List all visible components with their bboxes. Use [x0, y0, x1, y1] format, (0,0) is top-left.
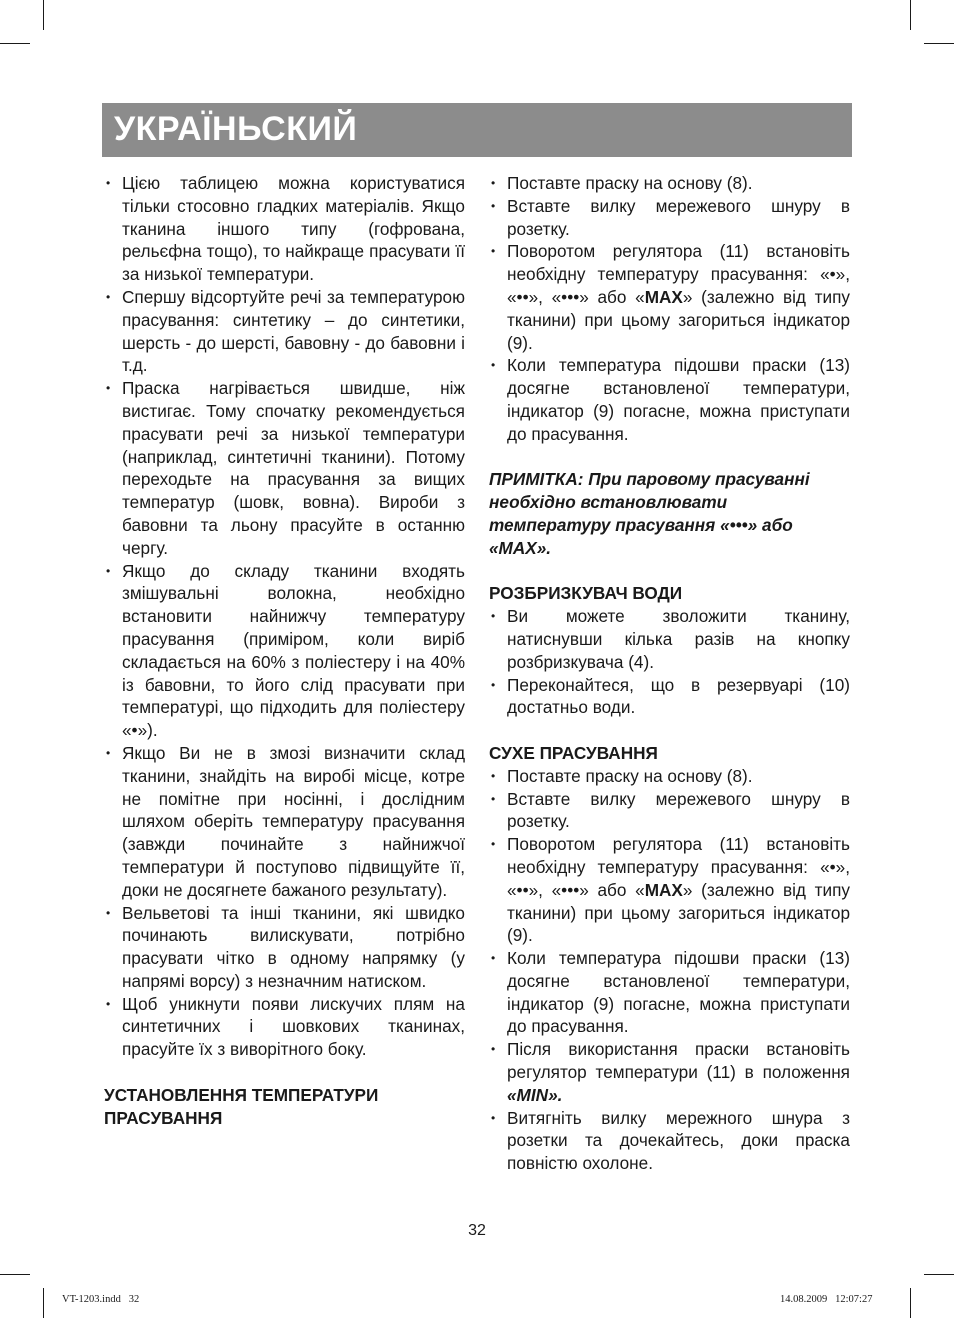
- dry-ironing-list: [489, 765, 850, 1175]
- heading-line-1: УСТАНОВЛЕННЯ ТЕМПЕРАТУРИ: [104, 1084, 379, 1105]
- list-item: • Вельветові та інші тканини, які швидко починають вилискувати, потрібно прасувати чітко в одному напрямку (у напрямі ворсу) з незначним натиском.: [104, 902, 465, 993]
- crop-mark-bottom-left-v: [43, 1288, 44, 1318]
- language-title: УКРАЇНЬСКИЙ: [114, 110, 358, 148]
- list-item: • Поворотом регулятора (11) встановіть необхідну температуру прасування: «•», «••», «•••» або «MAX» (залежно від типу тканини) при цьому загориться індикатор (9).: [489, 240, 850, 354]
- list-item: • Цією таблицею можна користуватися тільки стосовно гладких матеріалів. Якщо тканина іншого типу (гофрована, рельєфна тощо), то найкраще прасувати її за низької температури.: [104, 172, 465, 286]
- temperature-setting-heading: [104, 1084, 465, 1130]
- list-item: • Коли температура підошви праски (13) досягне встановленої температури, індикатор (9) погасне, можна приступати до прасування.: [489, 947, 850, 1038]
- dry-ironing-heading: СУХЕ ПРАСУВАННЯ: [489, 742, 658, 763]
- crop-mark-bottom-right-v: [910, 1288, 911, 1318]
- list-item: • Праска нагрівається швидше, ніж вистигає. Тому спочатку рекомендується прасувати речі за низької температури (наприклад, синтетичні тканини). Потому переходьте на прасування за вищих температур (шовк, вовна). Вироби з бавовни та льону прасуйте в останню чергу.: [104, 377, 465, 559]
- min-label: «MIN».: [507, 1084, 563, 1105]
- heading-line-2: ПРАСУВАННЯ: [104, 1107, 223, 1128]
- footer-timestamp: 14.08.2009 12:07:27: [780, 1294, 873, 1305]
- left-column: [104, 172, 465, 1129]
- max-label: MAX: [644, 286, 683, 307]
- list-item: • Поворотом регулятора (11) встановіть необхідну температуру прасування: «•», «••», «•••» або «MAX» (залежно від типу тканини) при цьому загориться індикатор (9).: [489, 833, 850, 947]
- temperature-steps-list: [489, 172, 850, 446]
- page-number: 32: [468, 1222, 486, 1239]
- steam-note: ПРИМІТКА: При паровому прасуванні необхідно встановлювати температуру прасування «•••» або «MAX».: [489, 469, 810, 558]
- crop-mark-top-left-h: [0, 43, 30, 44]
- list-item: • Після використання праски встановіть регулятор температури (11) в положення «MIN».: [489, 1038, 850, 1106]
- list-item: • Щоб уникнути появи лискучих плям на синтетичних і шовкових тканинах, прасуйте їх з виворітного боку.: [104, 993, 465, 1061]
- list-item: • Поставте праску на основу (8).: [489, 172, 850, 195]
- list-item: • Поставте праску на основу (8).: [489, 765, 850, 788]
- list-item: • Вставте вилку мережевого шнуру в розетку.: [489, 195, 850, 241]
- crop-mark-bottom-left-h: [0, 1274, 30, 1275]
- list-item: • Витягніть вилку мережного шнура з розетки та дочекайтесь, доки праска повністю охолоне.: [489, 1107, 850, 1175]
- list-item: • Якщо Ви не в змозі визначити склад тканини, знайдіть на виробі місце, котре не помітне при носінні, і дослідним шляхом оберіть температуру прасування (завжди починайте з найнижчої температури й поступово підвищуйте її, доки не досягнете бажаного результату).: [104, 742, 465, 902]
- crop-mark-top-right-h: [924, 43, 954, 44]
- list-item: • Коли температура підошви праски (13) досягне встановленої температури, індикатор (9) погасне, можна приступати до прасування.: [489, 354, 850, 445]
- crop-mark-top-right-v: [910, 0, 911, 30]
- list-item: • Ви можете зволожити тканину, натиснувши кілька разів на кнопку розбризкувача (4).: [489, 605, 850, 673]
- sprayer-list: [489, 605, 850, 719]
- language-header-bar: [102, 103, 852, 157]
- crop-mark-top-left-v: [43, 0, 44, 30]
- footer-file-slug: VT-1203.indd 32: [62, 1294, 140, 1305]
- water-sprayer-heading: РОЗБРИЗКУВАЧ ВОДИ: [489, 583, 683, 604]
- crop-mark-bottom-right-h: [924, 1274, 954, 1275]
- list-item: • Вставте вилку мережевого шнуру в розетку.: [489, 788, 850, 834]
- list-item: • Спершу відсортуйте речі за температурою прасування: синтетику – до синтетики, шерсть - до шерсті, бавовну - до бавовни і т.д.: [104, 286, 465, 377]
- max-label: MAX: [644, 879, 683, 900]
- right-column: [489, 172, 850, 1175]
- list-item: • Якщо до складу тканини входять змішувальні волокна, необхідно встановити найнижчу температуру прасування (приміром, коли виріб складається на 60% з поліестеру і на 40% із бавовни, то його слід прасувати при температурі, що підходить для поліестеру «•»).: [104, 560, 465, 742]
- list-item: • Переконайтеся, що в резервуарі (10) достатньо води.: [489, 674, 850, 720]
- ironing-tips-list: [104, 172, 465, 1061]
